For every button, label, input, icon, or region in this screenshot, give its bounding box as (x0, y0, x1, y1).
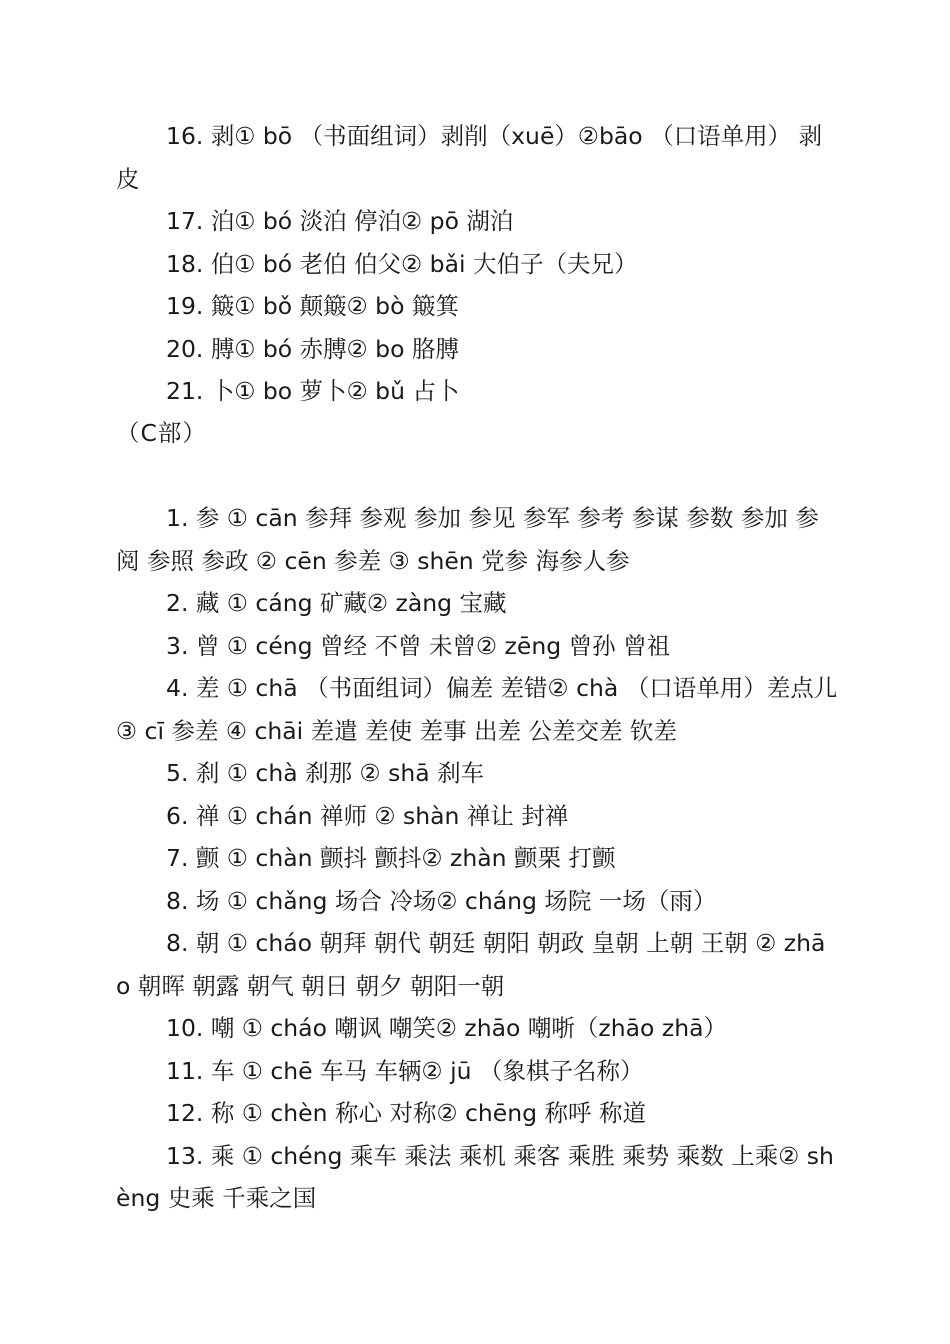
entry-c3: 3. 曾 ① céng 曾经 不曾 未曾② zēng 曾孙 曾祖 (166, 631, 671, 660)
entry-b19: 19. 簸① bǒ 颠簸② bò 簸箕 (166, 292, 459, 320)
entry-c10: 10. 嘲 ① cháo 嘲讽 嘲笑② zhāo 嘲哳（zhāo zhā） (166, 1014, 728, 1042)
entry-c8-chao: 8. 朝 ① cháo 朝拜 朝代 朝廷 朝阳 朝政 皇朝 上朝 王朝 ② zhāo 朝晖 朝露 朝气 朝日 朝夕 朝阳一朝 (116, 929, 826, 1000)
entry-c8-chang: 8. 场 ① chǎng 场合 冷场② cháng 场院 一场（雨） (166, 886, 717, 915)
entry-c4: 4. 差 ① chā （书面组词）偏差 差错② chà （口语单用）差点儿 ③ cī 参差 ④ chāi 差遣 差使 差事 出差 公差交差 钦差 (116, 674, 838, 745)
entry-c13: 13. 乘 ① chéng 乘车 乘法 乘机 乘客 乘胜 乘势 乘数 上乘② shèng 史乘 千乘之国 (116, 1141, 834, 1212)
entry-c7: 7. 颤 ① chàn 颤抖 颤抖② zhàn 颤栗 打颤 (166, 844, 616, 872)
entry-b21: 21. 卜① bo 萝卜② bǔ 占卜 (166, 377, 460, 405)
entry-c5: 5. 刹 ① chà 刹那 ② shā 刹车 (166, 759, 485, 787)
entry-c6: 6. 禅 ① chán 禅师 ② shàn 禅让 封禅 (166, 801, 569, 830)
entry-b16: 16. 剥① bō （书面组词）剥削（xuē）②bāo （口语单用） 剥皮 (116, 122, 823, 193)
entry-c2: 2. 藏 ① cáng 矿藏② zàng 宝藏 (166, 589, 507, 617)
entry-c12: 12. 称 ① chèn 称心 对称② chēng 称呼 称道 (166, 1099, 647, 1127)
entry-b18: 18. 伯① bó 老伯 伯父② bǎi 大伯子（夫兄） (166, 249, 638, 278)
entry-b20: 20. 膊① bó 赤膊② bo 胳膊 (166, 334, 459, 363)
c-section-entries (116, 497, 838, 1220)
entry-c11: 11. 车 ① chē 车马 车辆② jū （象棋子名称） (166, 1056, 644, 1085)
section-heading-c: （C部） (116, 419, 207, 447)
b-section-entries (116, 115, 838, 413)
entry-b17: 17. 泊① bó 淡泊 停泊② pō 湖泊 (166, 207, 514, 235)
entry-c1: 1. 参 ① cān 参拜 参观 参加 参见 参军 参考 参谋 参数 参加 参阅 参照 参政 ② cēn 参差 ③ shēn 党参 海参人参 (116, 504, 819, 575)
